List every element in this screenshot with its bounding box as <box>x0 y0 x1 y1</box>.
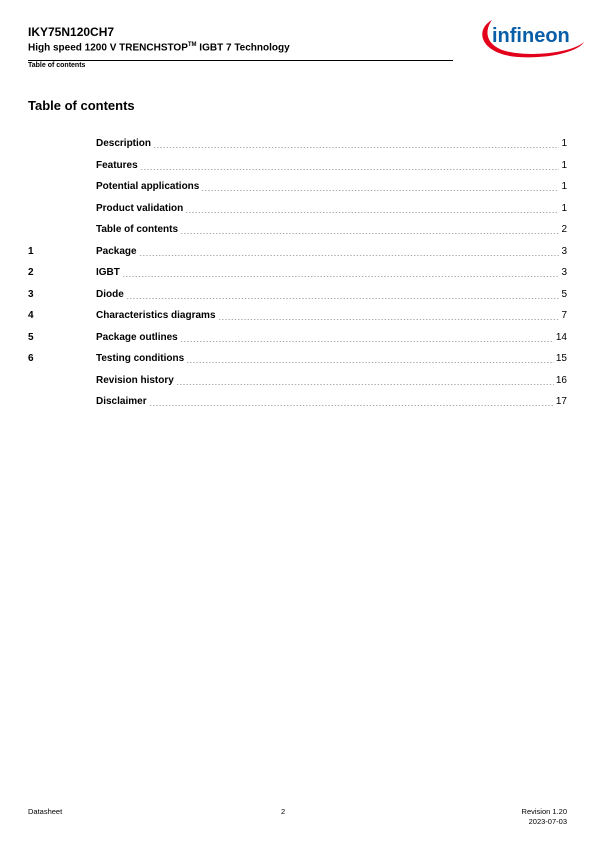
toc-entry-line <box>96 264 567 282</box>
toc-entry-title[interactable]: Testing conditions <box>96 353 185 364</box>
toc-entry-title[interactable]: Table of contents <box>96 224 179 235</box>
toc-dot-leader <box>218 319 560 320</box>
footer-revision: Revision 1.20 <box>521 807 567 816</box>
toc-entry[interactable] <box>28 135 567 157</box>
toc-entry[interactable] <box>28 307 567 329</box>
toc-entry-title[interactable]: Product validation <box>96 202 184 214</box>
toc-entry-title[interactable]: Features <box>96 159 138 171</box>
toc-entry-number: 6 <box>28 353 34 364</box>
footer-doc-type: Datasheet <box>28 807 63 816</box>
logo-text: infineon <box>492 25 570 47</box>
toc-entry[interactable] <box>28 393 567 415</box>
toc-entry[interactable] <box>28 200 567 222</box>
toc-entry-page[interactable]: 1 <box>561 159 567 171</box>
toc-entry-title[interactable]: Package <box>96 245 137 257</box>
toc-dot-leader <box>176 384 554 385</box>
toc-entry-number: 2 <box>28 267 34 278</box>
toc-entry-title[interactable]: Characteristics diagrams <box>96 310 216 321</box>
toc-dot-leader <box>180 341 554 342</box>
infineon-logo <box>478 12 586 60</box>
toc-entry-line <box>96 350 567 368</box>
subtitle-text-end: IGBT 7 Technology <box>196 42 290 54</box>
toc-entry-line <box>96 157 567 175</box>
toc-entry-line <box>96 286 567 304</box>
toc-entry-title[interactable]: Description <box>96 138 152 149</box>
toc-entry-page[interactable]: 16 <box>555 374 567 386</box>
toc-entry-page[interactable]: 2 <box>561 224 567 235</box>
toc-entry-line <box>96 135 567 153</box>
toc-entry-page[interactable]: 3 <box>561 245 567 257</box>
toc-dot-leader <box>139 255 560 256</box>
toc-entry-line <box>96 221 567 239</box>
footer-date: 2023-07-03 <box>528 817 567 826</box>
toc-dot-leader <box>140 169 560 170</box>
toc-entry-number: 4 <box>28 310 34 321</box>
toc-heading: Table of contents <box>28 98 135 113</box>
subtitle-text: High speed 1200 V TRENCHSTOP <box>28 42 188 54</box>
toc-entry-title[interactable]: Disclaimer <box>96 396 147 407</box>
toc-dot-leader <box>153 147 559 148</box>
toc-dot-leader <box>122 276 560 277</box>
toc-entry-page[interactable]: 7 <box>561 310 567 321</box>
toc-entry-page[interactable]: 1 <box>561 181 567 192</box>
toc-entry-title[interactable]: Package outlines <box>96 331 178 343</box>
toc-entry-line <box>96 329 567 347</box>
toc-entry[interactable] <box>28 329 567 351</box>
toc-entry-page[interactable]: 14 <box>555 331 567 343</box>
toc-entry[interactable] <box>28 221 567 243</box>
toc-entry-number: 1 <box>28 245 34 257</box>
toc-entry-line <box>96 393 567 411</box>
header-rule <box>28 60 453 61</box>
toc-entry-line <box>96 178 567 196</box>
toc-dot-leader <box>126 298 560 299</box>
toc-dot-leader <box>149 405 554 406</box>
toc-entry-page[interactable]: 3 <box>561 267 567 278</box>
toc-entry[interactable] <box>28 243 567 265</box>
toc-dot-leader <box>180 233 559 234</box>
toc-entry-page[interactable]: 15 <box>555 353 567 364</box>
toc-dot-leader <box>186 362 554 363</box>
toc-entry-number: 5 <box>28 331 34 343</box>
toc-entry-line <box>96 200 567 218</box>
toc-entry-line <box>96 243 567 261</box>
toc-entry[interactable] <box>28 372 567 394</box>
toc-entry-number: 3 <box>28 288 34 300</box>
footer-page-number: 2 <box>281 807 286 816</box>
part-number: IKY75N120CH7 <box>28 25 115 39</box>
toc-entry[interactable] <box>28 350 567 372</box>
document-subtitle <box>28 42 290 53</box>
toc-entry-title[interactable]: IGBT <box>96 267 120 278</box>
toc-entry[interactable] <box>28 264 567 286</box>
toc-dot-leader <box>185 212 559 213</box>
toc-list <box>28 135 567 415</box>
toc-entry[interactable] <box>28 286 567 308</box>
footer-revision-block <box>522 807 567 827</box>
toc-entry-title[interactable]: Revision history <box>96 374 174 386</box>
toc-entry-line <box>96 307 567 325</box>
toc-entry-title[interactable]: Potential applications <box>96 181 200 192</box>
toc-dot-leader <box>201 190 559 191</box>
toc-entry-title[interactable]: Diode <box>96 288 124 300</box>
section-label: Table of contents <box>28 62 86 69</box>
trademark-mark: TM <box>187 42 197 48</box>
toc-entry-page[interactable]: 5 <box>561 288 567 300</box>
toc-entry-line <box>96 372 567 390</box>
toc-entry[interactable] <box>28 157 567 179</box>
toc-entry-page[interactable]: 1 <box>561 202 567 214</box>
toc-entry-page[interactable]: 1 <box>561 138 567 149</box>
toc-entry[interactable] <box>28 178 567 200</box>
toc-entry-page[interactable]: 17 <box>555 396 567 407</box>
